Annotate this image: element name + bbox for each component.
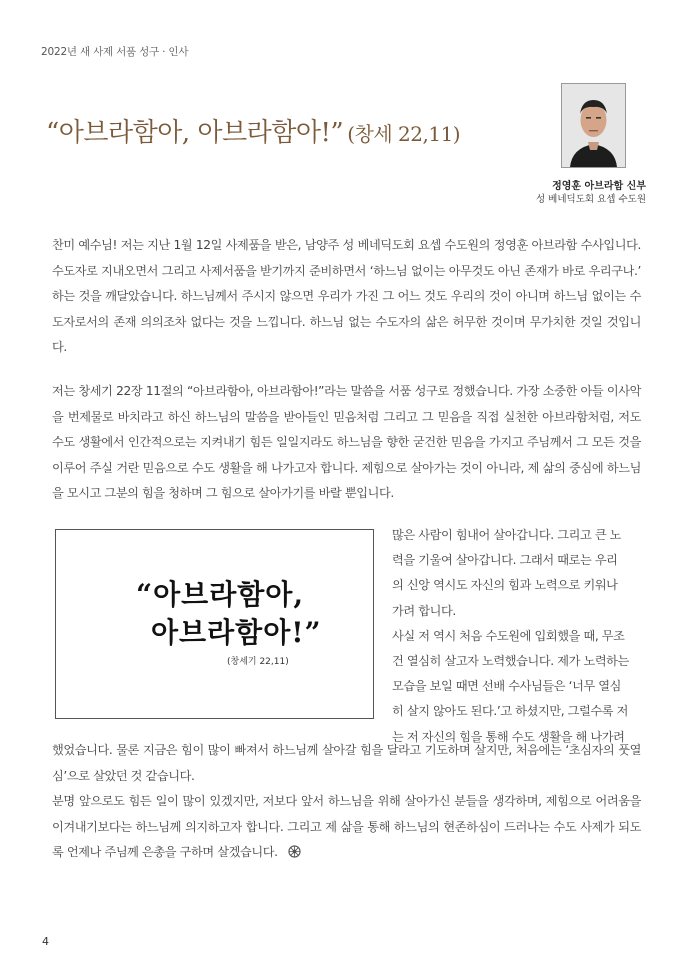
author-organization: 성 베네딕도회 요셉 수도원: [535, 194, 646, 205]
side-line: 가려 합니다.: [392, 603, 456, 618]
author-photo: [561, 83, 626, 168]
calligraphy-line-1: “아브라함아,: [136, 578, 305, 611]
side-line: 의 신앙 역시도 자신의 힘과 노력으로 키워나: [392, 578, 618, 593]
calligraphy-quote-box: [55, 529, 374, 719]
section-header: 2022년 새 사제 서품 성구 · 인사: [41, 46, 189, 58]
title-reference: (창세 22,11): [347, 122, 461, 146]
side-line: 력을 기울여 살아갑니다. 그래서 때로는 우리: [392, 553, 618, 568]
side-line: 많은 사람이 힘내어 살아갑니다. 그리고 큰 노: [392, 528, 622, 542]
side-line: 모습을 보일 때면 선배 수사님들은 ‘너무 열심: [392, 679, 622, 694]
portrait-icon: [562, 84, 625, 167]
side-line: 사실 저 역시 처음 수도원에 입회했을 때, 무조: [392, 628, 625, 643]
paragraph-intro: 찬미 예수님! 저는 지난 1월 12일 사제품을 받은, 남양주 성 베네딕도회 요셉 수도원의 정영훈 아브라함 수사입니다. 수도자로 지내오면서 그리고 사제서품을 받기까지 준비하면서 ‘하느님 없이는 아무것도 아닌 존재가 바로 우리구나.’ 하는 것을 깨달았습니다. 하느님께서 주시지 않으면 우리가 가진 그 어느 것도 우리의 것이 아니며 하느님 없이는 수도자로서의 존재 의의조차 없다는 것을 느낍니다. 하느님 없는 수도자의 삶은 허무한 것이며 무가치한 것일 것입니다.: [52, 238, 641, 354]
page-title: [46, 112, 460, 149]
calligraphy-reference: (창세기 22,11): [227, 657, 289, 667]
closing-text: 분명 앞으로도 힘든 일이 많이 있겠지만, 저보다 앞서 하느님을 위해 살아가신 분들을 생각하며, 제힘으로 어려움을 이겨내기보다는 하느님께 의지하고자 합니다. 그리고 제 삶을 통해 하느님의 현존하심이 드러나는 수도 사제가 되도록 언제나 주님께 은총을 구하며 살겠습니다.: [52, 794, 641, 859]
page-number: 4: [42, 935, 49, 948]
author-name: 정영훈 아브라함 신부: [552, 181, 646, 192]
side-line: 건 열심히 살고자 노력했습니다. 제가 노력하는: [392, 654, 629, 669]
paragraph-closing: [52, 789, 641, 866]
side-line: 는 저 자신의 힘을 통해 수도 생활을 해 나가려: [392, 729, 625, 744]
paragraph-side: [392, 523, 640, 750]
title-main: “아브라함아, 아브라함아!”: [46, 118, 344, 148]
paragraph-motto: 저는 창세기 22장 11절의 “아브라함아, 아브라함아!”라는 말씀을 서품 성구로 정했습니다. 가장 소중한 아들 이사악을 번제물로 바치라고 하신 하느님의 말씀을 받아들인 믿음처럼 그리고 그 믿음을 직접 실천한 아브라함처럼, 저도 수도 생활에서 인간적으로는 지켜내기 힘든 일일지라도 하느님을 향한 굳건한 믿음을 가지고 주님께서 그 모든 것을 이루어 주실 거란 믿음으로 수도 생활을 해 나가고자 합니다. 제힘으로 살아가는 것이 아니라, 제 삶의 중심에 하느님을 모시고 그분의 힘을 청하며 그 힘으로 살아가기를 바랄 뿐입니다.: [52, 384, 641, 500]
end-mark-icon: [288, 845, 301, 858]
paragraph-continued: 했었습니다. 물론 지금은 힘이 많이 빠져서 하느님께 살아갈 힘을 달라고 기도하며 살지만, 처음에는 ‘초심자의 풋열심’으로 살았던 것 같습니다.: [52, 743, 641, 783]
side-line: 히 살지 않아도 된다.’고 하셨지만, 그럴수록 저: [392, 704, 628, 719]
calligraphy-line-2: 아브라함아!”: [151, 616, 322, 649]
